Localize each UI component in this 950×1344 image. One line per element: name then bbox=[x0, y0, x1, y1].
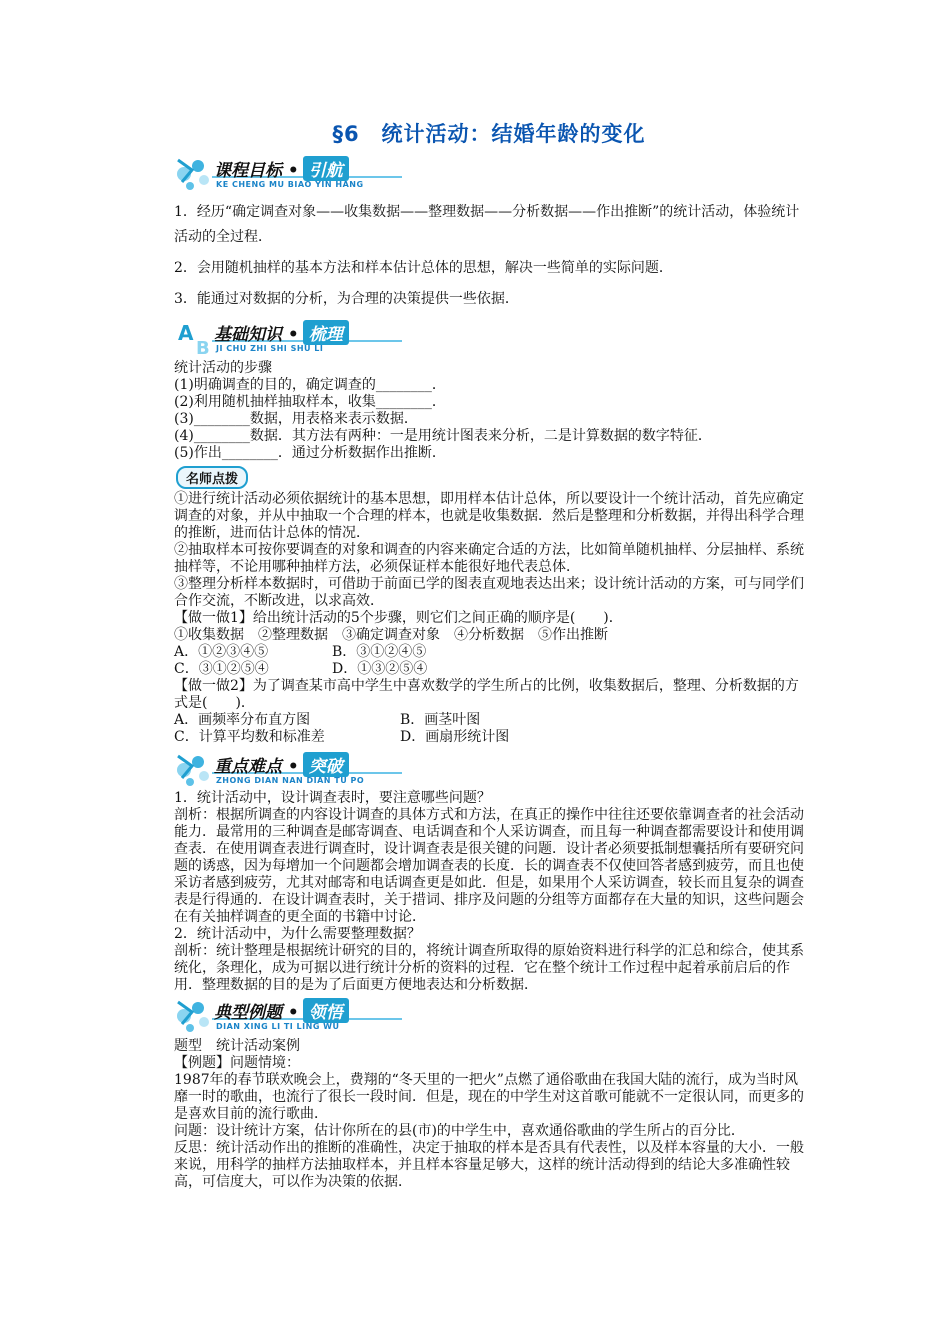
tip-label: 名师点拨 bbox=[176, 466, 248, 489]
option-a: A．①②③④⑤ bbox=[174, 644, 269, 660]
question-options bbox=[174, 661, 804, 678]
example-paragraph: 反思：统计活动作出的推断的准确性，决定于抽取的样本是否具有代表性，以及样本容量的大小．一般来说，用科学的抽样方法抽取样本，并且样本容量足够大，这样的统计活动得到的结论大多准确性较高，可信度大，可以作为决策的依据． bbox=[174, 1140, 804, 1190]
question-stem: 【做一做2】为了调查某市高中学生中喜欢数学的学生所占的比例，收集数据后，整理、分析数据的方式是( )． bbox=[174, 678, 799, 711]
examples-content bbox=[174, 1038, 804, 1191]
banner-highlight: 引航 bbox=[303, 156, 349, 181]
page-title: §6 统计活动：结婚年龄的变化 bbox=[332, 122, 646, 146]
goal-item: 2．会用随机抽样的基本方法和样本估计总体的思想，解决一些简单的实际问题． bbox=[174, 260, 673, 276]
option-b: B．画茎叶图 bbox=[400, 712, 481, 728]
example-paragraph: 1987年的春节联欢晚会上，费翔的“冬天里的一把火”点燃了通俗歌曲在我国大陆的流行，成为当时风靡一时的歌曲，也流行了很长一段时间．但是，现在的中学生对这首歌可能就不一定很认同，而更多的是喜欢目前的流行歌曲． bbox=[174, 1072, 804, 1122]
step-item: (4)________数据．其方法有两种：一是用统计图表来分析，二是计算数据的数字特征． bbox=[174, 428, 712, 444]
banner-highlight: 梳理 bbox=[303, 320, 349, 345]
goals-list bbox=[174, 200, 804, 312]
banner-subtitle: JI CHU ZHI SHI SHU LI bbox=[216, 344, 324, 353]
banner-subtitle: KE CHENG MU BIAO YIN HANG bbox=[216, 180, 364, 189]
banner-title: 重点难点 bbox=[214, 757, 282, 777]
question-options bbox=[174, 644, 804, 661]
section-banner-basics: A B 基础知识 • 梳理 JI CHU ZHI SHI SHU LI bbox=[174, 318, 804, 358]
tip-paragraph: ③整理分析样本数据时，可借助于前面已学的图表直观地表达出来；设计统计活动的方案，可与同学们合作交流，不断改进，以求高效． bbox=[174, 576, 804, 609]
banner-highlight: 领悟 bbox=[303, 998, 349, 1023]
svg-text:B: B bbox=[196, 338, 210, 358]
goal-item: 3．能通过对数据的分析，为合理的决策提供一些依据． bbox=[174, 291, 519, 307]
svg-text:A: A bbox=[178, 321, 194, 345]
banner-title: 课程目标 bbox=[214, 161, 282, 181]
option-d: D．画扇形统计图 bbox=[400, 729, 510, 745]
option-a: A．画频率分布直方图 bbox=[174, 712, 311, 728]
question-stem: 【做一做1】给出统计活动的5个步骤，则它们之间正确的顺序是( )． bbox=[174, 610, 623, 626]
banner-highlight: 突破 bbox=[303, 752, 349, 777]
banner-title: 典型例题 bbox=[214, 1003, 282, 1023]
example-paragraph: 问题：设计统计方案，估计你所在的县(市)的中学生中，喜欢通俗歌曲的学生所占的百分比． bbox=[174, 1123, 745, 1139]
step-item: (5)作出________．通过分析数据作出推断． bbox=[174, 445, 446, 461]
basics-heading: 统计活动的步骤 bbox=[174, 360, 272, 376]
example-type: 题型 统计活动案例 bbox=[174, 1038, 300, 1054]
document-page bbox=[174, 118, 804, 1191]
section-banner-goals: 课程目标 • 引航 KE CHENG MU BIAO YIN HANG bbox=[174, 154, 804, 194]
example-label: 【例题】问题情境： bbox=[174, 1055, 300, 1071]
banner-title: 基础知识 bbox=[214, 325, 282, 345]
step-item: (2)利用随机抽样抽取样本，收集________． bbox=[174, 394, 446, 410]
question-items: ①收集数据 ②整理数据 ③确定调查对象 ④分析数据 ⑤作出推断 bbox=[174, 627, 608, 643]
option-c: C．③①②⑤④ bbox=[174, 661, 269, 677]
key-question: 2．统计活动中，为什么需要整理数据？ bbox=[174, 926, 421, 942]
basics-content bbox=[174, 360, 804, 746]
goal-item: 1．经历“确定调查对象——收集数据——整理数据——分析数据——作出推断”的统计活动，体验统计活动的全过程． bbox=[174, 204, 800, 245]
step-item: (1)明确调查的目的，确定调查的________． bbox=[174, 377, 446, 393]
step-item: (3)________数据，用表格来表示数据． bbox=[174, 411, 418, 427]
banner-subtitle: ZHONG DIAN NAN DIAN TU PO bbox=[216, 776, 365, 785]
question-options bbox=[174, 712, 804, 729]
option-c: C．计算平均数和标准差 bbox=[174, 729, 325, 745]
tip-paragraph: ②抽取样本可按你要调查的对象和调查的内容来确定合适的方法，比如简单随机抽样、分层抽样、系统抽样等，不论用哪种抽样方法，必须保证样本能很好地代表总体． bbox=[174, 542, 804, 575]
key-content bbox=[174, 790, 804, 994]
key-question: 1．统计活动中，设计调查表时，要注意哪些问题？ bbox=[174, 790, 491, 806]
key-analysis: 剖析：根据所调查的内容设计调查的具体方式和方法，在真正的操作中往往还要依靠调查者的社会活动能力．最常用的三种调查是邮寄调查、电话调查和个人采访调查，而且每一种调查都需要设计和使用调查表．在使用调查表进行调查时，设计调查表是很关键的问题．设计者必须要抵制想囊括所有要研究问题的诱惑，因为每增加一个问题都会增加调查表的长度．长的调查表不仅使回答者感到疲劳，而且也使采访者感到疲劳，尤其对邮寄和电话调查更是如此．但是，如果用个人采访调查，较长而且复杂的调查表是行得通的．在设计调查表时，关于措词、排序及问题的分组等方面都存在大量的知识，这些问题会在有关抽样调查的更全面的书籍中讨论． bbox=[174, 807, 804, 925]
key-analysis: 剖析：统计整理是根据统计研究的目的，将统计调查所取得的原始资料进行科学的汇总和综合，使其系统化，条理化，成为可据以进行统计分析的资料的过程．它在整个统计工作过程中起着承前启后的作用．整理数据的目的是为了后面更方便地表达和分析数据． bbox=[174, 943, 804, 993]
option-b: B．③①②④⑤ bbox=[332, 644, 427, 660]
section-banner-key: 重点难点 • 突破 ZHONG DIAN NAN DIAN TU PO bbox=[174, 750, 804, 790]
banner-subtitle: DIAN XING LI TI LING WU bbox=[216, 1022, 340, 1031]
tip-paragraph: ①进行统计活动必须依据统计的基本思想，即用样本估计总体，所以要设计一个统计活动，首先应确定调查的对象，并从中抽取一个合理的样本，也就是收集数据．然后是整理和分析数据，并得出科学合理的推断，进而估计总体的情况． bbox=[174, 491, 804, 541]
section-banner-examples: 典型例题 • 领悟 DIAN XING LI TI LING WU bbox=[174, 996, 804, 1036]
question-options bbox=[174, 729, 804, 746]
option-d: D．①③②⑤④ bbox=[332, 661, 428, 677]
